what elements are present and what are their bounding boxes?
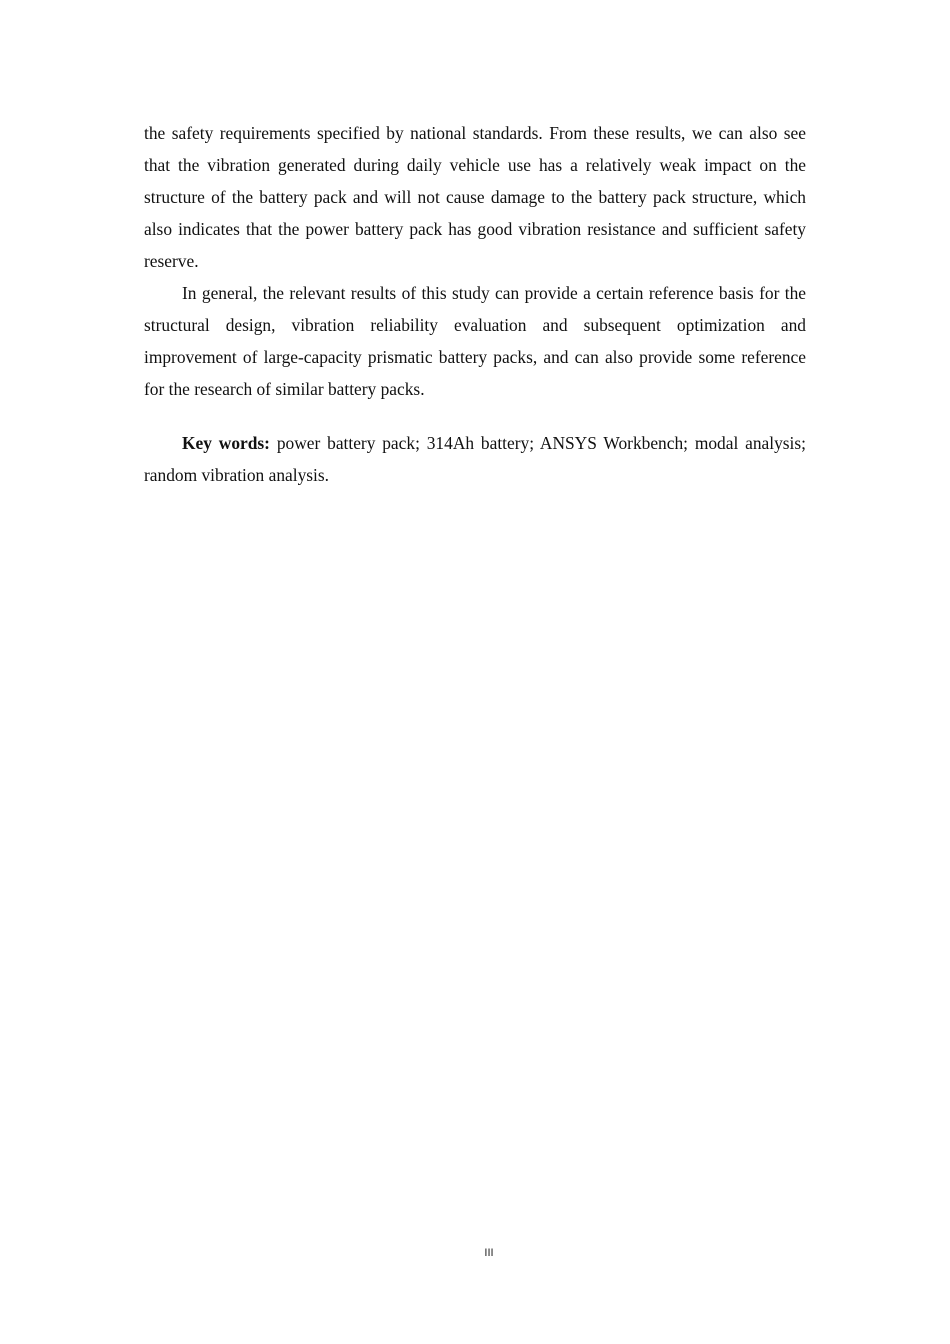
page-number: III [484, 1247, 494, 1259]
keywords-label: Key words: [182, 433, 270, 453]
abstract-body [144, 117, 806, 491]
keywords-line [144, 427, 806, 491]
keywords-text: power battery pack; 314Ah battery; ANSYS Workbench; modal analysis; random vibration analysis. [144, 433, 806, 485]
paragraph-continuation: the safety requirements specified by national standards. From these results, we can also see that the vibration generated during daily vehicle use has a relatively weak impact on the structure of the battery pack and will not cause damage to the battery pack structure, which also indicates that the power battery pack has good vibration resistance and sufficient safety reserve. [144, 123, 806, 271]
paragraph-conclusion: In general, the relevant results of this study can provide a certain reference basis for the structural design, vibration reliability evaluation and subsequent optimization and improvement of large-capacity prismatic battery packs, and can also provide some reference for the research of similar battery packs. [144, 283, 806, 399]
